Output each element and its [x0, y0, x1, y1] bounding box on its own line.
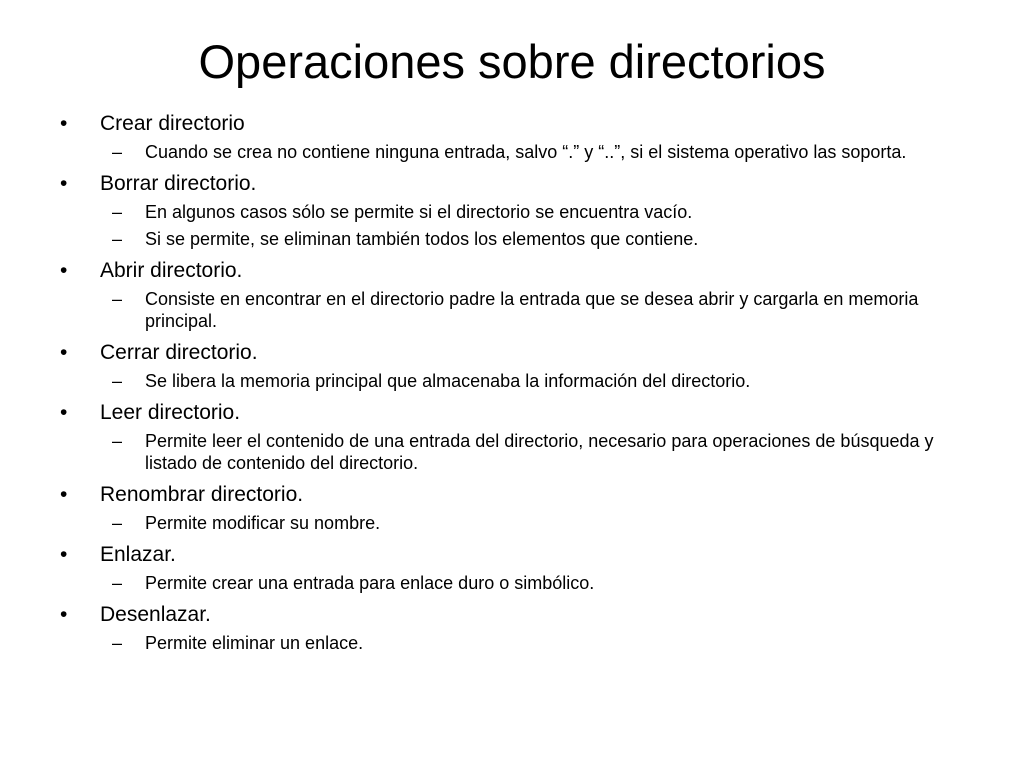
item-label: Abrir directorio. — [100, 259, 243, 282]
sub-item — [100, 632, 965, 654]
item-label: Desenlazar. — [100, 603, 211, 626]
sub-item-text: Se libera la memoria principal que almacenaba la información del directorio. — [145, 371, 751, 391]
list-item — [60, 400, 960, 474]
dash-icon: – — [112, 142, 123, 162]
list-item — [60, 340, 960, 392]
sub-item — [100, 201, 965, 223]
sub-item — [100, 370, 965, 392]
sub-item — [100, 430, 965, 474]
dash-icon: – — [112, 513, 123, 533]
bullet-list — [60, 111, 960, 654]
slide-title: Operaciones sobre directorios — [198, 35, 826, 88]
bullet-icon: • — [60, 543, 68, 566]
sub-list — [100, 370, 960, 392]
sub-item-text: Si se permite, se eliminan también todos los elementos que contiene. — [145, 229, 699, 249]
item-label: Crear directorio — [100, 112, 245, 135]
sub-list — [100, 572, 960, 594]
list-item — [60, 542, 960, 594]
item-label: Renombrar directorio. — [100, 483, 304, 506]
item-label: Leer directorio. — [100, 401, 241, 424]
sub-list — [100, 288, 960, 332]
sub-list — [100, 141, 960, 163]
dash-icon: – — [112, 229, 123, 249]
dash-icon: – — [112, 371, 123, 391]
sub-item-text: Permite eliminar un enlace. — [145, 633, 364, 653]
bullet-icon: • — [60, 341, 68, 364]
sub-item-text: Cuando se crea no contiene ninguna entrada, salvo “.” y “..”, si el sistema operativo las soporta. — [145, 142, 907, 162]
sub-list — [100, 512, 960, 534]
sub-list — [100, 201, 960, 250]
dash-icon: – — [112, 633, 123, 653]
sub-item-text: Permite modificar su nombre. — [145, 513, 381, 533]
sub-item — [100, 512, 965, 534]
sub-item-text: Permite leer el contenido de una entrada del directorio, necesario para operaciones de búsqueda y listado de contenido del directorio. — [145, 431, 934, 473]
list-item — [60, 171, 960, 250]
item-label: Enlazar. — [100, 543, 176, 566]
bullet-icon: • — [60, 603, 68, 626]
list-item — [60, 482, 960, 534]
item-label: Borrar directorio. — [100, 172, 257, 195]
sub-item-text: Permite crear una entrada para enlace duro o simbólico. — [145, 573, 595, 593]
bullet-icon: • — [60, 483, 68, 506]
dash-icon: – — [112, 202, 123, 222]
bullet-icon: • — [60, 401, 68, 424]
dash-icon: – — [112, 289, 123, 309]
sub-item — [100, 572, 965, 594]
sub-item — [100, 141, 965, 163]
bullet-icon: • — [60, 172, 68, 195]
sub-item-text: Consiste en encontrar en el directorio padre la entrada que se desea abrir y cargarla en memoria principal. — [145, 289, 919, 331]
list-item — [60, 602, 960, 654]
bullet-icon: • — [60, 112, 68, 135]
sub-item — [100, 288, 965, 332]
item-label: Cerrar directorio. — [100, 341, 258, 364]
list-item — [60, 111, 960, 163]
sub-item — [100, 228, 965, 250]
bullet-icon: • — [60, 259, 68, 282]
dash-icon: – — [112, 431, 123, 451]
sub-list — [100, 632, 960, 654]
sub-list — [100, 430, 960, 474]
sub-item-text: En algunos casos sólo se permite si el directorio se encuentra vacío. — [145, 202, 693, 222]
dash-icon: – — [112, 573, 123, 593]
list-item — [60, 258, 960, 332]
